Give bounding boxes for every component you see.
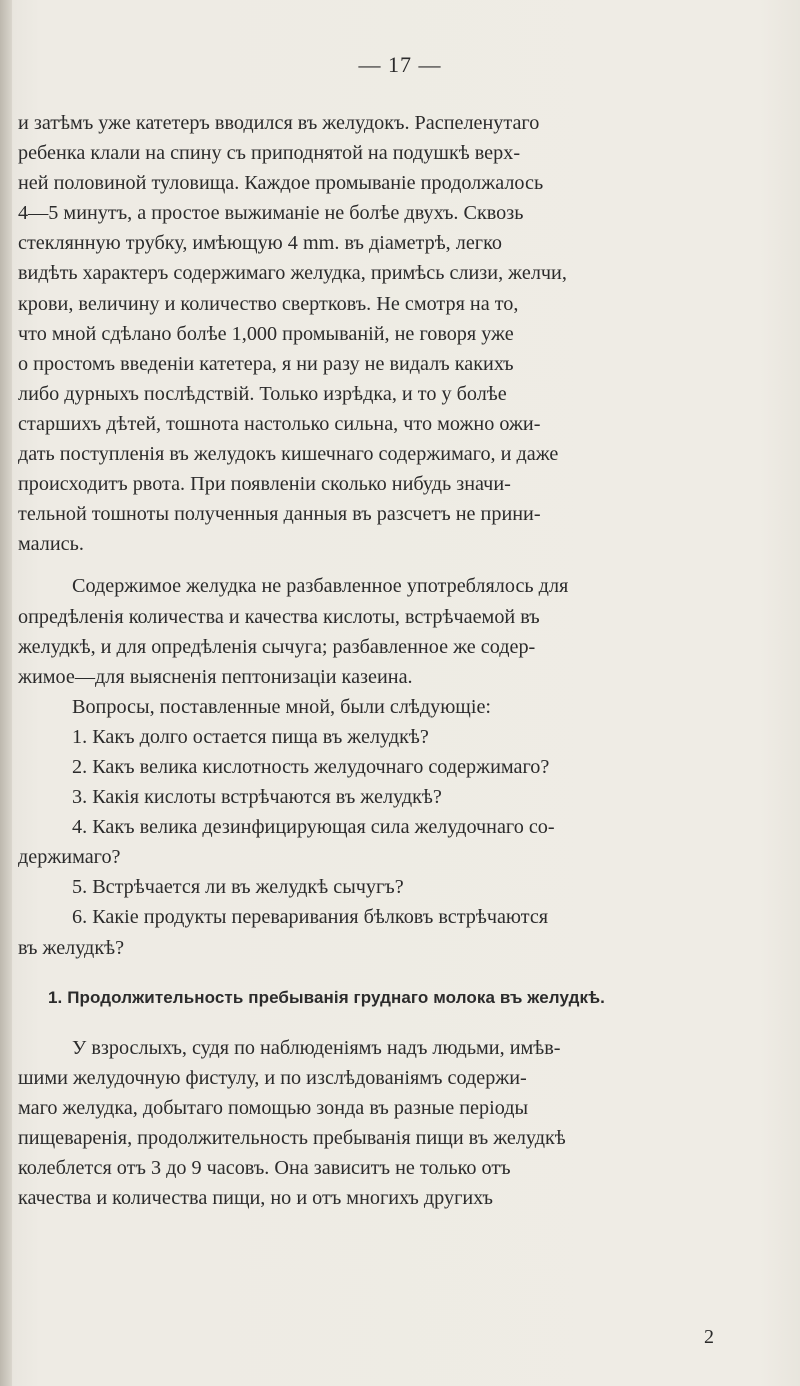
text-line: стеклянную трубку, имѣющую 4 mm. въ діаметрѣ, легко — [18, 232, 502, 255]
signature-mark: 2 — [704, 1326, 714, 1348]
paragraph — [18, 752, 784, 782]
text-line: У взрослыхъ, судя по наблюденіямъ надъ людьми, имѣв- — [72, 1036, 561, 1059]
text-line: желудкѣ, и для опредѣленія сычуга; разбавленное же содер- — [18, 635, 536, 658]
paragraph — [18, 872, 784, 902]
text-line: въ желудкѣ? — [18, 936, 125, 959]
paragraph — [18, 782, 784, 812]
text-line: Содержимое желудка не разбавленное употреблялось для — [72, 575, 569, 598]
text-line: либо дурныхъ послѣдствій. Только изрѣдка, и то у болѣе — [18, 382, 507, 405]
text-line: и затѣмъ уже катетеръ вводился въ желудокъ. Распеленутаго — [18, 112, 540, 134]
text-line: 5. Встрѣчается ли въ желудкѣ сычугъ? — [72, 876, 404, 899]
text-line: 6. Какіе продукты переваривания бѣлковъ встрѣчаются — [72, 906, 549, 929]
text-line: 1. Какъ долго остается пища въ желудкѣ? — [72, 725, 429, 748]
text-line: 4. Какъ велика дезинфицирующая сила желудочнаго со- — [72, 816, 555, 839]
text-line: ней половиной туловища. Каждое промываніе продолжалось — [18, 172, 544, 195]
section-heading: 1. Продолжительность пребыванія груднаго молока въ желудкѣ. — [48, 987, 605, 1007]
text-line: 2. Какъ велика кислотность желудочнаго содержимаго? — [72, 755, 550, 778]
text-line: колеблется отъ 3 до 9 часовъ. Она зависитъ не только отъ — [18, 1157, 511, 1179]
paragraph — [18, 812, 784, 872]
text-line: шими желудочную фистулу, и по изслѣдованіямъ содержи- — [18, 1066, 527, 1089]
text-line: мались. — [18, 533, 84, 556]
text-line: качества и количества пищи, но и отъ многихъ другихъ — [18, 1187, 493, 1210]
text-line: что мной сдѣлано болѣе 1,000 промываній, не говоря уже — [18, 322, 514, 345]
text-line: видѣть характеръ содержимаго желудка, примѣсь слизи, желчи, — [18, 262, 567, 285]
paragraph-group — [18, 108, 784, 963]
paragraph — [18, 692, 784, 722]
text-line: жимое—для выясненія пептонизаціи казеина. — [18, 665, 413, 688]
text-line: 3. Какія кислоты встрѣчаются въ желудкѣ? — [72, 786, 442, 809]
text-line: дать поступленія въ желудокъ кишечнаго содержимаго, и даже — [18, 443, 559, 466]
paragraph — [18, 571, 784, 691]
paragraph — [18, 1033, 784, 1214]
paragraph — [18, 108, 784, 559]
text-line: крови, величину и количество свертковъ. Не смотря на то, — [18, 292, 519, 315]
text-line: 4—5 минутъ, а простое выжиманіе не болѣе двухъ. Сквозь — [18, 202, 524, 225]
page-spine-shadow — [0, 0, 12, 1386]
page-body — [18, 108, 784, 1213]
text-line: ребенка клали на спину съ приподнятой на подушкѣ верх- — [18, 142, 521, 165]
text-line: тельной тошноты полученныя данныя въ разсчетъ не прини- — [18, 503, 541, 526]
text-line: держимаго? — [18, 846, 121, 869]
text-line: опредѣленія количества и качества кислоты, встрѣчаемой въ — [18, 605, 540, 628]
text-line: о простомъ введеніи катетера, я ни разу не видалъ какихъ — [18, 352, 514, 375]
text-line: происходитъ рвота. При появленіи сколько нибудь значи- — [18, 473, 511, 496]
page-number: — 17 — — [358, 52, 442, 77]
text-line: старшихъ дѣтей, тошнота настолько сильна, что можно ожи- — [18, 412, 541, 435]
section-paragraph — [18, 1033, 784, 1214]
paragraph-gap — [18, 559, 784, 571]
paragraph — [18, 902, 784, 962]
paragraph — [18, 722, 784, 752]
text-line: маго желудка, добытаго помощью зонда въ разные періоды — [18, 1096, 529, 1119]
text-line: пищеваренія, продолжительность пребыванія пищи въ желудкѣ — [18, 1126, 566, 1149]
text-line: Вопросы, поставленные мной, были слѣдующіе: — [72, 695, 492, 718]
